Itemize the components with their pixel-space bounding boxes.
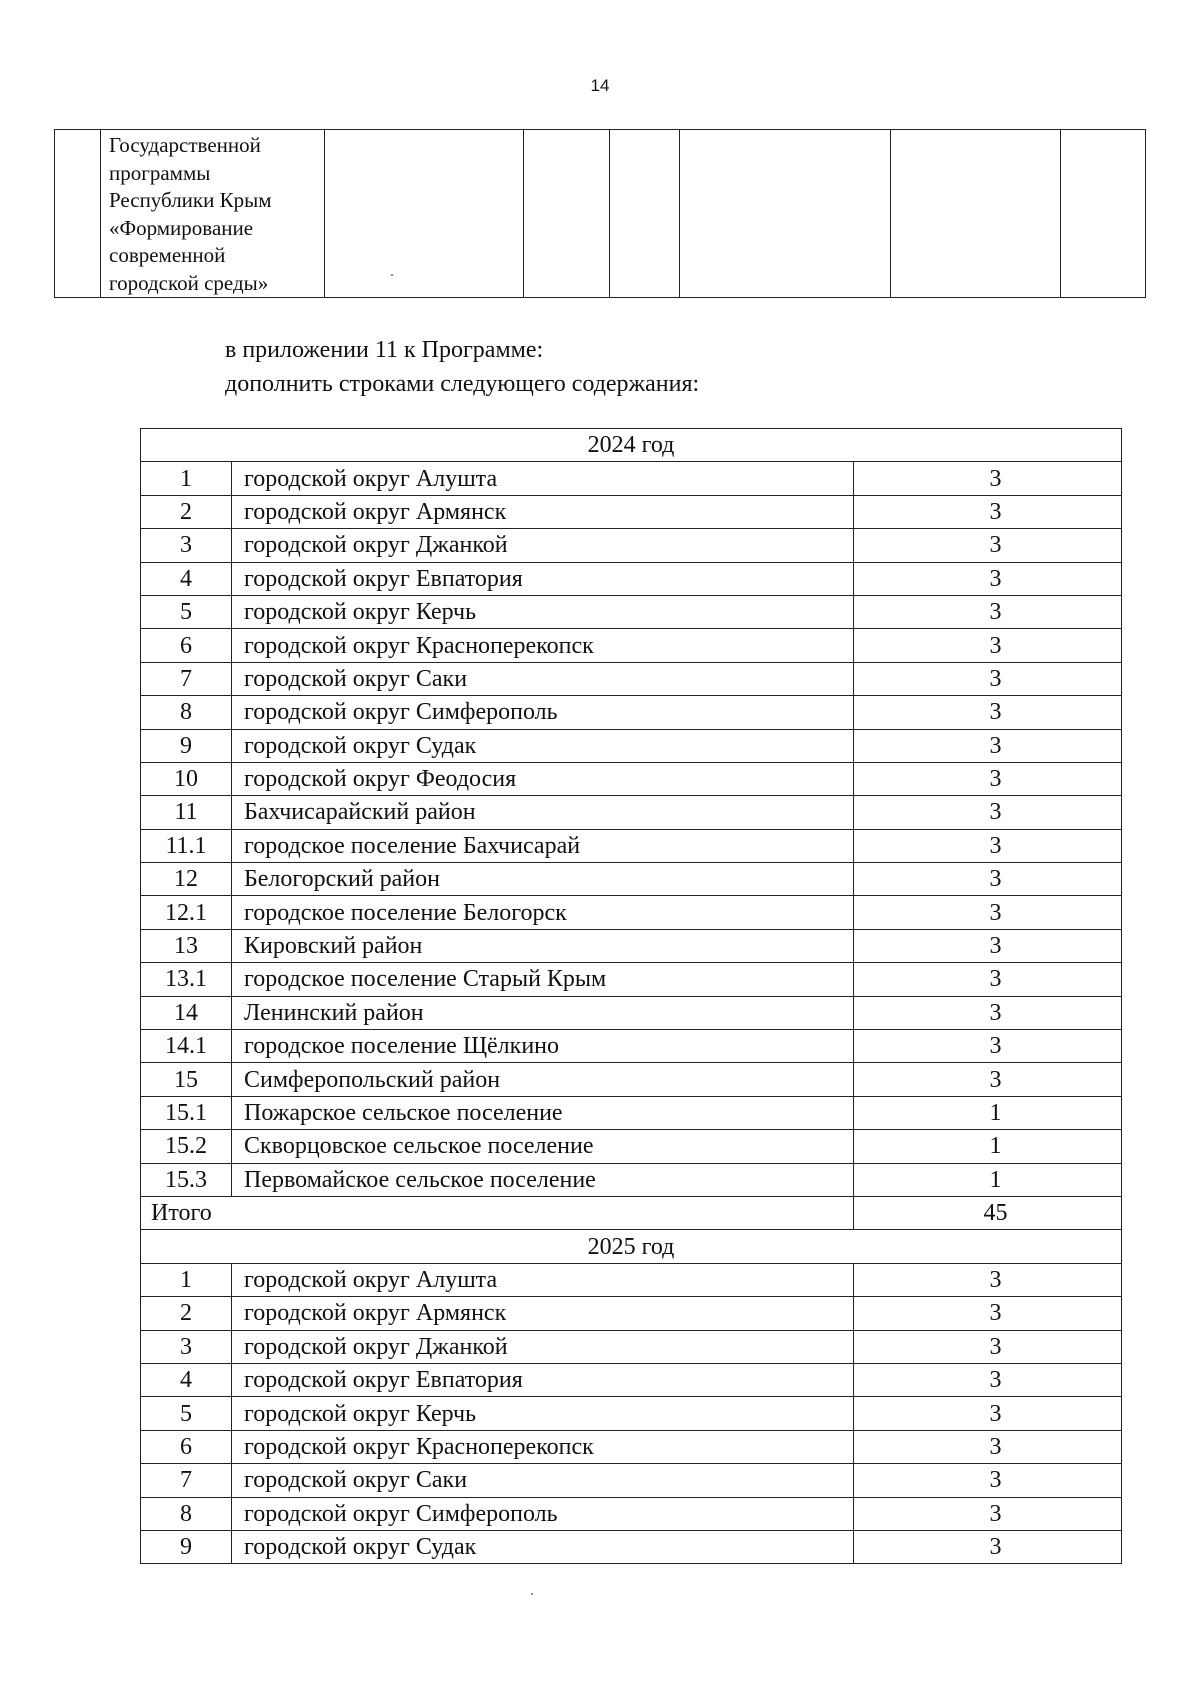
row-value: 3 [854,1497,1122,1530]
table-row [141,1397,1122,1430]
row-value: 3 [854,1363,1122,1396]
row-number: 1 [141,1263,232,1296]
row-number: 15.1 [141,1096,232,1129]
municipality-name: Скворцовское сельское поселение [232,1130,854,1163]
row-number: 13 [141,929,232,962]
table-cell [610,130,680,298]
intro-text [225,333,699,401]
municipality-name: городской округ Евпатория [232,1363,854,1396]
table-row [141,1363,1122,1396]
municipality-name: Кировский район [232,929,854,962]
row-value: 1 [854,1096,1122,1129]
municipality-name: городской округ Джанкой [232,529,854,562]
table-cell [325,130,524,298]
page-number: 14 [590,76,610,95]
municipality-name: городской округ Джанкой [232,1330,854,1363]
municipality-name: городское поселение Бахчисарай [232,829,854,862]
year-heading: 2025 год [141,1230,1122,1263]
municipality-name: городской округ Саки [232,662,854,695]
row-number: 12.1 [141,896,232,929]
table-row [141,829,1122,862]
row-number: 8 [141,696,232,729]
table-row [141,495,1122,528]
row-value: 3 [854,562,1122,595]
table-row [141,1530,1122,1563]
row-number: 3 [141,1330,232,1363]
municipality-name: городской округ Евпатория [232,562,854,595]
table-row [141,1063,1122,1096]
row-number: 3 [141,529,232,562]
row-value: 3 [854,1530,1122,1563]
municipality-name: Пожарское сельское поселение [232,1096,854,1129]
row-value: 3 [854,929,1122,962]
municipality-name: городское поселение Старый Крым [232,963,854,996]
municipality-name: городской округ Судак [232,729,854,762]
table-row [141,696,1122,729]
municipality-name: городской округ Армянск [232,495,854,528]
intro-line-1: в приложении 11 к Программе: [225,337,544,363]
row-number: 12 [141,863,232,896]
total-label: Итого [141,1196,854,1229]
municipality-name: Ленинский район [232,996,854,1029]
table-row [141,1297,1122,1330]
row-number: 7 [141,1464,232,1497]
year-header-row [141,1230,1122,1263]
row-value: 3 [854,1030,1122,1063]
table-row [141,629,1122,662]
row-value: 3 [854,896,1122,929]
row-value: 3 [854,629,1122,662]
year-header-row [141,429,1122,462]
table-row [141,996,1122,1029]
row-value: 3 [854,1464,1122,1497]
row-value: 3 [854,462,1122,495]
total-row [141,1196,1122,1229]
row-number: 9 [141,1530,232,1563]
table-row [141,963,1122,996]
table-cell [55,130,101,298]
row-value: 3 [854,595,1122,628]
row-number: 2 [141,495,232,528]
table-row [141,896,1122,929]
municipality-name: городской округ Симферополь [232,696,854,729]
municipality-name: Белогорский район [232,863,854,896]
row-number: 10 [141,762,232,795]
row-value: 3 [854,1297,1122,1330]
row-number: 4 [141,1363,232,1396]
row-value: 1 [854,1163,1122,1196]
table-row [141,729,1122,762]
row-number: 6 [141,629,232,662]
row-value: 3 [854,1330,1122,1363]
table-cell [1061,130,1146,298]
scan-dot [531,1593,533,1595]
table-row [141,595,1122,628]
table-row [141,562,1122,595]
row-value: 3 [854,696,1122,729]
municipality-name: Бахчисарайский район [232,796,854,829]
row-number: 2 [141,1297,232,1330]
row-number: 5 [141,1397,232,1430]
table-row [141,762,1122,795]
table-row [141,1464,1122,1497]
table-row [141,662,1122,695]
top-table-continuation [54,129,1146,298]
municipality-name: Симферопольский район [232,1063,854,1096]
table-row [141,462,1122,495]
municipality-name: городской округ Керчь [232,595,854,628]
row-number: 9 [141,729,232,762]
row-number: 15.3 [141,1163,232,1196]
row-number: 11.1 [141,829,232,862]
table-row [141,1096,1122,1129]
table-row [141,863,1122,896]
municipality-name: городской округ Керчь [232,1397,854,1430]
total-value: 45 [854,1196,1122,1229]
allocation-table [140,428,1122,1564]
table-row [141,1497,1122,1530]
row-number: 15 [141,1063,232,1096]
scan-dot [391,274,393,276]
row-number: 14.1 [141,1030,232,1063]
year-heading: 2024 год [141,429,1122,462]
row-value: 3 [854,1397,1122,1430]
row-number: 14 [141,996,232,1029]
table-cell [891,130,1061,298]
municipality-name: городской округ Феодосия [232,762,854,795]
row-value: 3 [854,662,1122,695]
table-cell [101,130,325,298]
row-value: 3 [854,796,1122,829]
program-name-text: Государственной программы Республики Крым «Формирование современной городской среды» [109,133,272,295]
table-row [141,1330,1122,1363]
row-value: 3 [854,963,1122,996]
table-cell [524,130,610,298]
municipality-name: городской округ Красноперекопск [232,1430,854,1463]
row-number: 13.1 [141,963,232,996]
municipality-name: городской округ Алушта [232,462,854,495]
row-value: 3 [854,863,1122,896]
row-value: 1 [854,1130,1122,1163]
row-value: 3 [854,1263,1122,1296]
table-row [141,1130,1122,1163]
row-number: 7 [141,662,232,695]
table-row [141,1430,1122,1463]
row-value: 3 [854,729,1122,762]
row-value: 3 [854,529,1122,562]
row-number: 11 [141,796,232,829]
municipality-name: городское поселение Щёлкино [232,1030,854,1063]
table-row [141,929,1122,962]
row-number: 5 [141,595,232,628]
row-number: 4 [141,562,232,595]
municipality-name: городское поселение Белогорск [232,896,854,929]
municipality-name: городской округ Армянск [232,1297,854,1330]
table-row [141,1263,1122,1296]
table-row [141,796,1122,829]
table-row [141,1163,1122,1196]
row-value: 3 [854,762,1122,795]
municipality-name: городской округ Красноперекопск [232,629,854,662]
row-number: 15.2 [141,1130,232,1163]
row-number: 8 [141,1497,232,1530]
row-value: 3 [854,1430,1122,1463]
row-value: 3 [854,495,1122,528]
table-row [141,1030,1122,1063]
row-value: 3 [854,829,1122,862]
table-cell [680,130,891,298]
municipality-name: городской округ Судак [232,1530,854,1563]
municipality-name: Первомайское сельское поселение [232,1163,854,1196]
table-row [141,529,1122,562]
table-row [55,130,1146,298]
municipality-name: городской округ Саки [232,1464,854,1497]
row-number: 6 [141,1430,232,1463]
row-value: 3 [854,1063,1122,1096]
intro-line-2: дополнить строками следующего содержания: [225,371,700,397]
municipality-name: городской округ Алушта [232,1263,854,1296]
municipality-name: городской округ Симферополь [232,1497,854,1530]
row-number: 1 [141,462,232,495]
row-value: 3 [854,996,1122,1029]
